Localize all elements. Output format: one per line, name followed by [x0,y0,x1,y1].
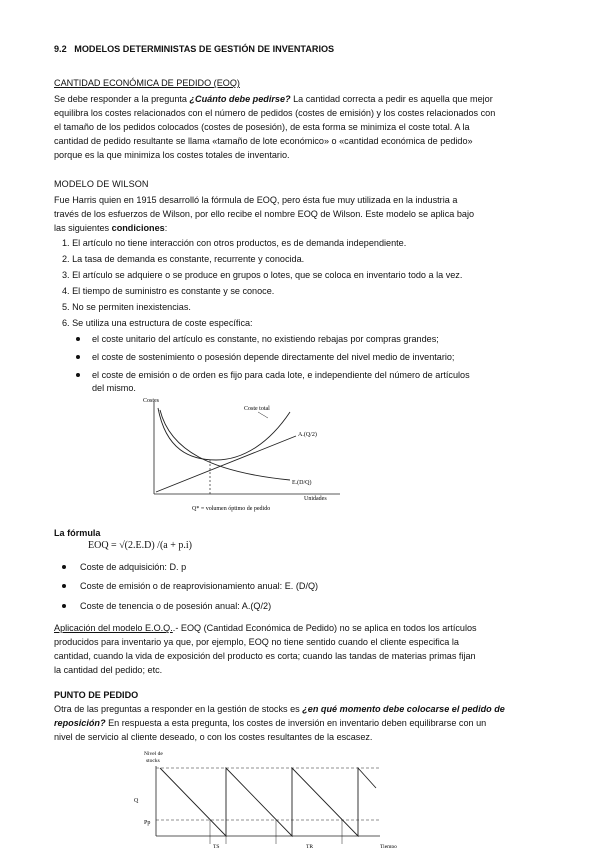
condition-item: 2. La tasa de demanda es constante, recurrente y conocida. [62,254,305,264]
condition-item: 6. Se utiliza una estructura de coste específica: [62,318,253,328]
wilson-paragraph-line-3: las siguientes condiciones: [54,223,168,233]
ts-label: TS [213,844,220,848]
wilson-heading: MODELO DE WILSON [54,179,149,189]
formula-heading: La fórmula [54,528,101,538]
section-number: 9.2 [54,44,67,54]
q-label: Q [134,798,139,804]
cost-structure-item: el coste de emisión o de orden es fijo para cada lote, e independiente del número de artículos [92,370,470,380]
stock-level-chart [130,748,420,848]
holding-cost-label: A.(Q/2) [298,432,317,438]
reorder-heading: PUNTO DE PEDIDO [54,690,139,700]
reorder-line-3: nivel de servicio al cliente deseado, o con los costes resultantes de la escasez. [54,732,373,742]
reorder-question-end: reposición? [54,718,106,728]
total-cost-pointer [258,412,268,418]
y-axis-label-line-1: Nivel de [144,751,163,757]
tr-label: TR [306,844,314,848]
application-line-3: cantidad, cuando la vida de exposición del producto es corta; cuando las tandas de materias primas fijan [54,651,476,661]
qstar-label: Q* = volumen óptimo de pedido [192,506,271,512]
ordering-cost-curve [160,410,290,480]
x-axis-label: Tiempo [380,844,397,848]
application-line-1: Aplicación del modelo E.O.Q..- EOQ (Cantidad Económica de Pedido) no se aplica en todos los artículos [54,623,477,633]
total-cost-curve [158,408,290,460]
formula-item: Coste de emisión o de reaprovisionamiento anual: E. (D/Q) [80,581,319,591]
formula-item: Coste de tenencia o de posesión anual: A.(Q/2) [80,601,272,611]
eoq-question: ¿Cuánto debe pedirse? [189,94,291,104]
section-heading [54,42,334,56]
reorder-question: ¿en qué momento debe colocarse el pedido de [302,704,505,714]
condition-item: 5. No se permiten inexistencias. [62,302,191,312]
application-line-4: la cantidad del pedido; etc. [54,665,163,675]
conditions-keyword: condiciones [111,223,165,233]
eoq-cost-chart [140,394,360,516]
cost-structure-item: el coste unitario del artículo es constante, no existiendo rebajas por compras grandes; [92,334,439,344]
bullet-icon [62,604,66,608]
y-axis-label-line-2: stocks [146,758,160,764]
wilson-paragraph-line-1: Fue Harris quien en 1915 desarrolló la fórmula de EOQ, pero ésta fue muy utilizada en la industria a [54,195,458,205]
x-axis-label: Unidades [304,496,327,502]
pp-label: Pp [144,820,151,826]
ordering-cost-label: E.(D/Q) [292,480,312,486]
condition-item: 3. El artículo se adquiere o se produce en grupos o lotes, que se coloca en inventario todo a la vez. [62,270,463,280]
wilson-paragraph-line-2: través de los esfuerzos de Wilson, por ello recibe el nombre EOQ de Wilson. Este modelo se aplica bajo [54,209,475,219]
section-title: MODELOS DETERMINISTAS DE GESTIÓN DE INVENTARIOS [74,44,335,54]
application-line-2: producidos para inventario ya que, por ejemplo, EOQ no tiene sentido cuando el cliente especifica la [54,637,459,647]
reorder-line-2: reposición? En respuesta a esta pregunta, los costes de inversión en inventario deben equilibrarse con un [54,718,487,728]
eoq-formula: EOQ = √(2.E.D) /(a + p.i) [88,540,192,551]
condition-item: 4. El tiempo de suministro es constante y se conoce. [62,286,275,296]
formula-item: Coste de adquisición: D. p [80,562,187,572]
total-cost-label: Coste total [244,406,270,412]
y-axis-label: Costes [143,398,160,404]
holding-cost-line [156,436,296,492]
eoq-paragraph-line-5: porque es la que minimiza los costes totales de inventario. [54,150,290,160]
condition-item: 1. El artículo no tiene interacción con otros productos, es de demanda independiente. [62,238,407,248]
eoq-paragraph-line-4: cantidad de pedido resultante se llama «tamaño de lote económico» o «cantidad económica de pedido» [54,136,473,146]
cost-structure-item: el coste de sostenimiento o posesión depende directamente del nivel medio de inventario; [92,352,455,362]
bullet-icon [76,355,80,359]
bullet-icon [62,565,66,569]
bullet-icon [76,373,80,377]
bullet-icon [62,584,66,588]
stock-sawtooth-line [160,768,376,836]
eoq-heading: CANTIDAD ECONÓMICA DE PEDIDO (EOQ) [54,78,240,88]
eoq-paragraph-line-2: equilibra los costes relacionados con el número de pedidos (costes de emisión) y los costes relacionados con [54,108,496,118]
bullet-icon [76,337,80,341]
cost-structure-item-continued: del mismo. [92,383,136,393]
reorder-line-1: Otra de las preguntas a responder en la gestión de stocks es ¿en qué momento debe colocarse el pedido de [54,704,505,714]
eoq-paragraph-line-3: el tamaño de los pedidos colocados (costes de posesión), de esta forma se minimiza el coste total. A la [54,122,470,132]
application-lead: Aplicación del modelo E.O.Q. [54,623,173,633]
eoq-paragraph-line-1: Se debe responder a la pregunta ¿Cuánto debe pedirse? La cantidad correcta a pedir es aquella que mejor [54,94,493,104]
